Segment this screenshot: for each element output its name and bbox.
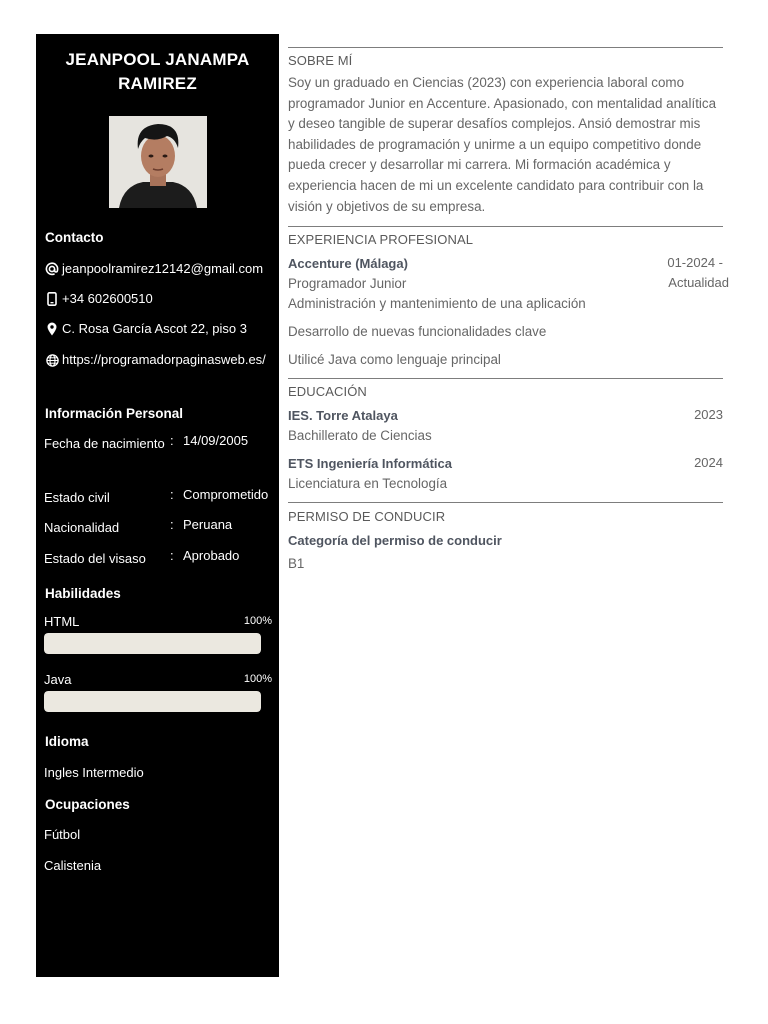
personal-label: Nacionalidad xyxy=(44,520,120,535)
personal-label: Fecha de nacimiento xyxy=(44,436,165,451)
personal-info-heading: Información Personal xyxy=(45,406,184,421)
personal-colon: : xyxy=(170,433,174,448)
skill-bar xyxy=(44,691,261,712)
globe-icon xyxy=(42,349,62,371)
personal-label: Estado civil xyxy=(44,490,110,505)
skill-percent: 100% xyxy=(243,673,272,685)
personal-colon: : xyxy=(170,517,174,532)
at-icon xyxy=(42,258,62,280)
contact-email[interactable] xyxy=(42,258,276,280)
license-title: PERMISO DE CONDUCIR xyxy=(288,509,446,524)
contact-address xyxy=(42,318,276,340)
about-title: SOBRE MÍ xyxy=(288,53,353,68)
personal-value: Aprobado xyxy=(183,548,240,563)
experience-date-end: Actualidad xyxy=(668,275,729,290)
personal-colon: : xyxy=(170,487,174,502)
section-divider xyxy=(288,378,723,379)
education-year: 2023 xyxy=(694,407,723,422)
experience-date-start: 01-2024 - xyxy=(667,255,723,270)
experience-role: Programador Junior xyxy=(288,276,407,291)
contact-phone-text: +34 602600510 xyxy=(62,291,153,306)
location-pin-icon xyxy=(42,318,62,340)
personal-colon: : xyxy=(170,548,174,563)
phone-icon xyxy=(42,288,62,310)
experience-title: EXPERIENCIA PROFESIONAL xyxy=(288,232,474,247)
experience-item: Desarrollo de nuevas funcionalidades clave xyxy=(288,324,547,339)
contact-heading: Contacto xyxy=(45,230,104,245)
experience-company: Accenture (Málaga) xyxy=(288,256,408,271)
experience-item: Utilicé Java como lenguaje principal xyxy=(288,352,501,367)
contact-website-text: https://programadorpaginasweb.es/ xyxy=(62,352,266,367)
education-school: IES. Torre Atalaya xyxy=(288,408,398,423)
personal-value: 14/09/2005 xyxy=(183,433,249,448)
skill-bar-fill xyxy=(44,691,261,712)
contact-website[interactable] xyxy=(42,349,276,371)
personal-row-birthdate xyxy=(44,432,276,478)
personal-value: Peruana xyxy=(183,517,233,532)
personal-label: Estado del visaso xyxy=(44,551,146,566)
education-degree: Licenciatura en Tecnología xyxy=(288,476,448,491)
section-divider xyxy=(288,47,723,48)
skill-bar-fill xyxy=(44,633,261,654)
license-subtitle: Categoría del permiso de conducir xyxy=(288,533,502,548)
section-divider xyxy=(288,502,723,503)
contact-email-text: jeanpoolramirez12142@gmail.com xyxy=(62,261,264,276)
education-school: ETS Ingeniería Informática xyxy=(288,456,452,471)
profile-photo xyxy=(109,116,207,208)
education-title: EDUCACIÓN xyxy=(288,384,367,399)
section-divider xyxy=(288,226,723,227)
skills-heading: Habilidades xyxy=(45,586,121,601)
contact-phone[interactable] xyxy=(42,288,276,310)
language-item: Ingles Intermedio xyxy=(44,765,144,780)
education-degree: Bachillerato de Ciencias xyxy=(288,428,432,443)
occupation-item: Calistenia xyxy=(44,858,102,873)
language-heading: Idioma xyxy=(45,734,89,749)
occupations-heading: Ocupaciones xyxy=(45,797,130,812)
license-value: B1 xyxy=(288,556,305,571)
sidebar xyxy=(36,34,279,977)
personal-value: Comprometido xyxy=(183,487,269,502)
skill-name: Java xyxy=(44,672,72,687)
profile-name: JEANPOOL JANAMPA RAMIREZ xyxy=(65,50,250,93)
about-text: Soy un graduado en Ciencias (2023) con experiencia laboral como programador Junior en Accenture. Apasionado, con mentalidad analítica y deseo tangible de superar desafíos complejos. Ansió demostrar mis habilidades de programación y unirme a un equipo competitivo donde pueda crecer y desarrollar mi carrera. Mi formación académica y experiencia hacen de mi un excelente candidato para contribuir con la visión y objetivos de su empresa. xyxy=(288,75,717,214)
skill-name: HTML xyxy=(44,614,80,629)
skill-bar xyxy=(44,633,261,654)
occupation-item: Fútbol xyxy=(44,827,81,842)
education-year: 2024 xyxy=(694,455,723,470)
skill-percent: 100% xyxy=(243,615,272,627)
contact-address-text: C. Rosa García Ascot 22, piso 3 xyxy=(62,321,247,336)
experience-item: Administración y mantenimiento de una aplicación xyxy=(288,296,586,311)
